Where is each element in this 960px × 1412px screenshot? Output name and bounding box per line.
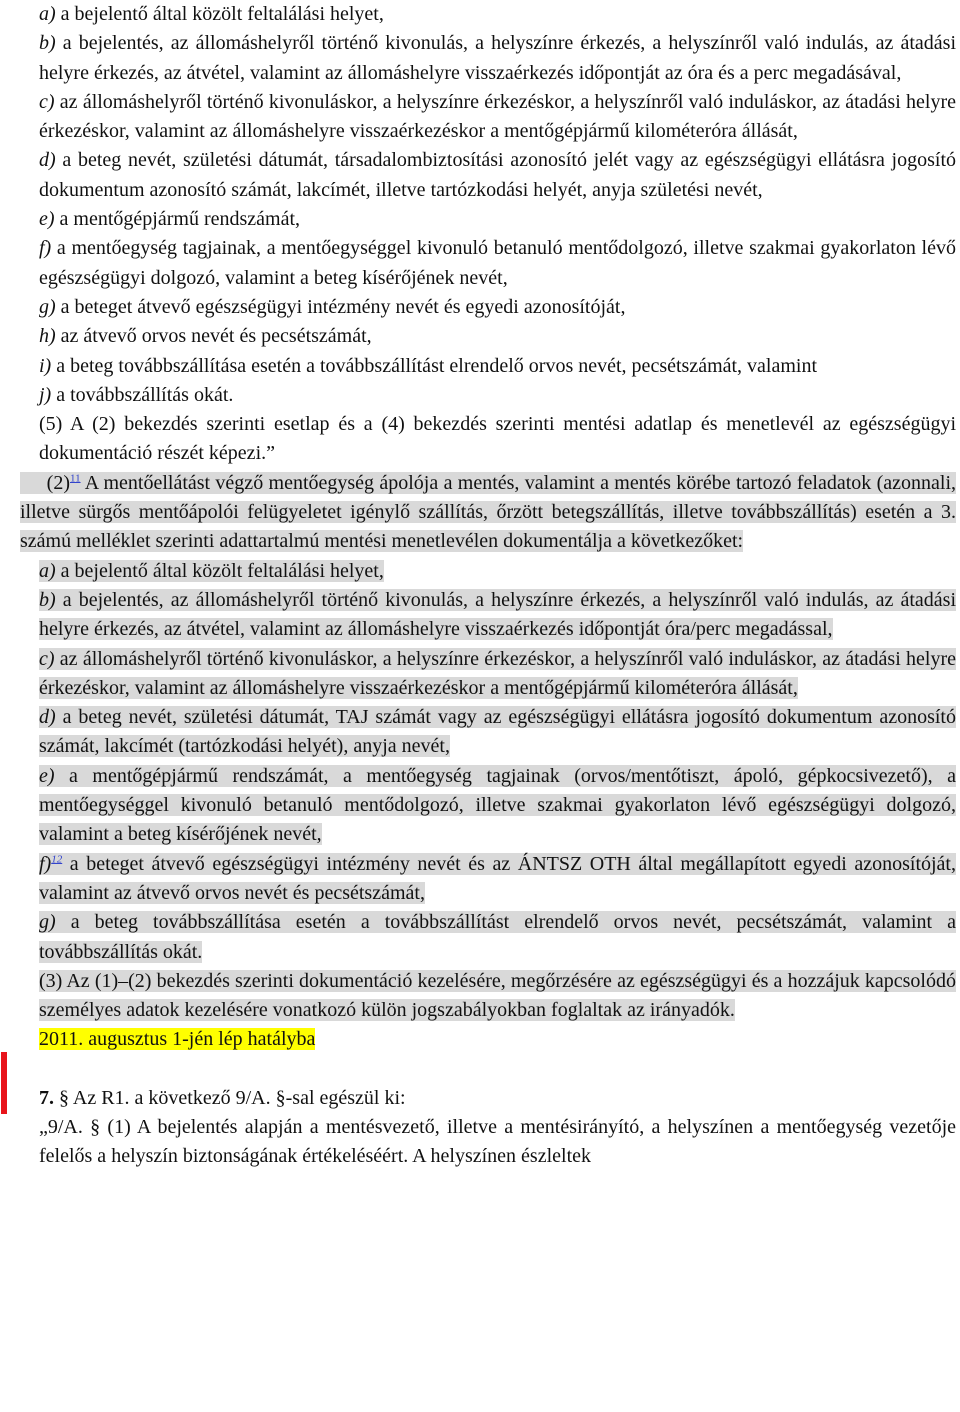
- spacer: [20, 1055, 956, 1084]
- item-2f: [20, 850, 956, 909]
- item-letter: g): [39, 295, 56, 318]
- item-text: a továbbszállítás okát.: [51, 383, 234, 406]
- item-letter: f): [39, 237, 52, 260]
- item-2c: [20, 645, 956, 704]
- item-letter: a): [39, 559, 56, 582]
- item-b: [20, 29, 956, 88]
- item-letter: d): [39, 706, 56, 729]
- section-number: 7.: [39, 1086, 54, 1109]
- paragraph-5: [20, 410, 956, 469]
- paragraph-text: A mentőellátást végző mentőegység ápolója a mentés, valamint a mentés körébe tartozó feladatok (azonnali, illetve sürgős mentőápolói felügyeletet igénylő szállítás, őrzött betegszállítás, illetve továbbszállítás) esetén a 3. számú melléklet szerinti adattartalmú mentési menetlevélen dokumentálja a következőket:: [20, 471, 956, 553]
- item-highlight: [39, 560, 384, 582]
- item-letter: i): [39, 354, 52, 377]
- effective-date-note: [20, 1025, 956, 1054]
- item-h: [20, 322, 956, 351]
- item-2a: [20, 557, 956, 586]
- item-2g: [20, 908, 956, 967]
- item-f: [20, 234, 956, 293]
- item-highlight: [39, 706, 956, 757]
- section-text: § Az R1. a következő 9/A. §-sal egészül ki:: [54, 1086, 406, 1109]
- change-bar: [1, 1052, 7, 1114]
- item-letter: c): [39, 647, 55, 670]
- item-2e: [20, 762, 956, 850]
- item-highlight: [39, 853, 956, 904]
- item-text: a beteg továbbszállítása esetén a továbbszállítást elrendelő orvos nevét, pecsétszámát, valamint a továbbszállítás okát.: [39, 911, 956, 963]
- item-letter: f): [39, 852, 52, 875]
- item-i: [20, 352, 956, 381]
- item-text: a beteg nevét, születési dátumát, TAJ számát vagy az egészségügyi ellátásra jogosító dokumentum azonosító számát, lakcímét (tartózkodási helyét), anyja nevét,: [39, 706, 956, 758]
- item-2d: [20, 703, 956, 762]
- item-2b: [20, 586, 956, 645]
- item-letter: e): [39, 764, 55, 787]
- paragraph-text: (3) Az (1)–(2) bekezdés szerinti dokumentáció kezelésére, megőrzésére az egészségügyi és a hozzájuk kapcsolódó személyes adatok kezelésére vonatkozó külön jogszabályokban foglaltak az irányadók.: [39, 969, 956, 1022]
- item-g: [20, 293, 956, 322]
- section-7: [20, 1084, 956, 1113]
- item-letter: h): [39, 325, 56, 348]
- item-letter: j): [39, 383, 52, 406]
- item-a: [20, 0, 956, 29]
- item-highlight: [39, 648, 956, 699]
- paragraph-text: (5) A (2) bekezdés szerinti esetlap és a (4) bekezdés szerinti mentési adatlap és menetlevél az egészségügyi dokumentáció részét képezi.”: [39, 413, 956, 465]
- section-text: „9/A. § (1) A bejelentés alapján a mentésvezető, illetve a mentésirányító, a helyszínen a mentőegység vezetője felelős a helyszín biztonságának értékeléséért. A helyszínen észleltek: [39, 1115, 956, 1168]
- section-9a: [20, 1113, 956, 1172]
- item-text: a mentőgépjármű rendszámát, a mentőegység tagjainak (orvos/mentőtiszt, ápoló, gépkocsivezető), a mentőegységgel kivonuló betanuló mentődolgozó, illetve szakmai gyakorlaton lévő egészségügyi dolgozó, valamint a beteg kísérőjének nevét,: [39, 764, 956, 846]
- document-page: [20, 0, 956, 1172]
- item-text: a bejelentő által közölt feltalálási helyet,: [55, 559, 384, 582]
- item-letter: d): [39, 149, 56, 172]
- item-text: a beteg nevét, születési dátumát, társadalombiztosítási azonosító jelét vagy az egészségügyi ellátásra jogosító dokumentum azonosító számát, lakcímét, illetve tartózkodási helyét, anyja születési nevét,: [39, 149, 956, 201]
- item-letter: g): [39, 911, 56, 934]
- item-letter: a): [39, 3, 56, 25]
- item-text: az átvevő orvos nevét és pecsétszámát,: [55, 325, 372, 348]
- item-letter: b): [39, 32, 56, 55]
- item-text: az állomáshelyről történő kivonuláskor, a helyszínre érkezéskor, a helyszínről való induláskor, az átadási helyre érkezéskor, valamint az állomáshelyre visszaérkezéskor a mentőgépjármű kilométeróra állását,: [39, 90, 956, 143]
- item-text: a beteg továbbszállítása esetén a továbbszállítást elrendelő orvos nevét, pecsétszámát, valamint: [51, 354, 818, 377]
- item-text: a bejelentés, az állomáshelyről történő kivonulás, a helyszínre érkezés, a helyszínről való indulás, az átadási helyre érkezés, az átvétel, valamint az állomáshelyre visszaérkezés időpontját az óra és a perc megadásával,: [39, 32, 956, 84]
- item-letter: e): [39, 208, 55, 231]
- item-letter: c): [39, 90, 55, 113]
- effective-date-text: 2011. augusztus 1-jén lép hatályba: [39, 1028, 316, 1051]
- footnote-link[interactable]: 12: [51, 852, 63, 865]
- item-text: a mentőgépjármű rendszámát,: [54, 208, 301, 231]
- footnote-link[interactable]: 11: [69, 472, 81, 485]
- item-highlight: [39, 765, 956, 846]
- item-text: a mentőegység tagjainak, a mentőegységgel kivonuló betanuló mentődolgozó, illetve szakmai gyakorlaton lévő egészségügyi dolgozó, valamint a beteg kísérőjének nevét,: [39, 237, 956, 289]
- item-text: a beteget átvevő egészségügyi intézmény nevét és az ÁNTSZ OTH által megállapított egyedi azonosítóját, valamint az átvevő orvos nevét és pecsétszámát,: [39, 852, 956, 904]
- item-c: [20, 88, 956, 147]
- paragraph-number: (2): [46, 471, 70, 494]
- item-highlight: [39, 911, 956, 962]
- paragraph-2-highlight: [20, 472, 956, 553]
- item-e: [20, 205, 956, 234]
- item-text: az állomáshelyről történő kivonuláskor, a helyszínre érkezéskor, a helyszínről való induláskor, az átadási helyre érkezéskor, valamint az állomáshelyre visszaérkezéskor a mentőgépjármű kilométeróra állását,: [39, 647, 956, 699]
- item-text: a bejelentés, az állomáshelyről történő kivonulás, a helyszínre érkezés, a helyszínről való indulás, az átadási helyre érkezés, az átvétel, valamint az állomáshelyre visszaérkezés időpontját óra/perc megadással,: [39, 588, 956, 641]
- item-d: [20, 146, 956, 205]
- paragraph-3: [20, 967, 956, 1026]
- paragraph-2-intro: [20, 469, 956, 557]
- item-letter: b): [39, 588, 56, 611]
- item-j: [20, 381, 956, 410]
- item-text: a bejelentő által közölt feltalálási helyet,: [55, 3, 384, 25]
- item-text: a beteget átvevő egészségügyi intézmény nevét és egyedi azonosítóját,: [55, 295, 626, 318]
- item-highlight: [39, 589, 956, 640]
